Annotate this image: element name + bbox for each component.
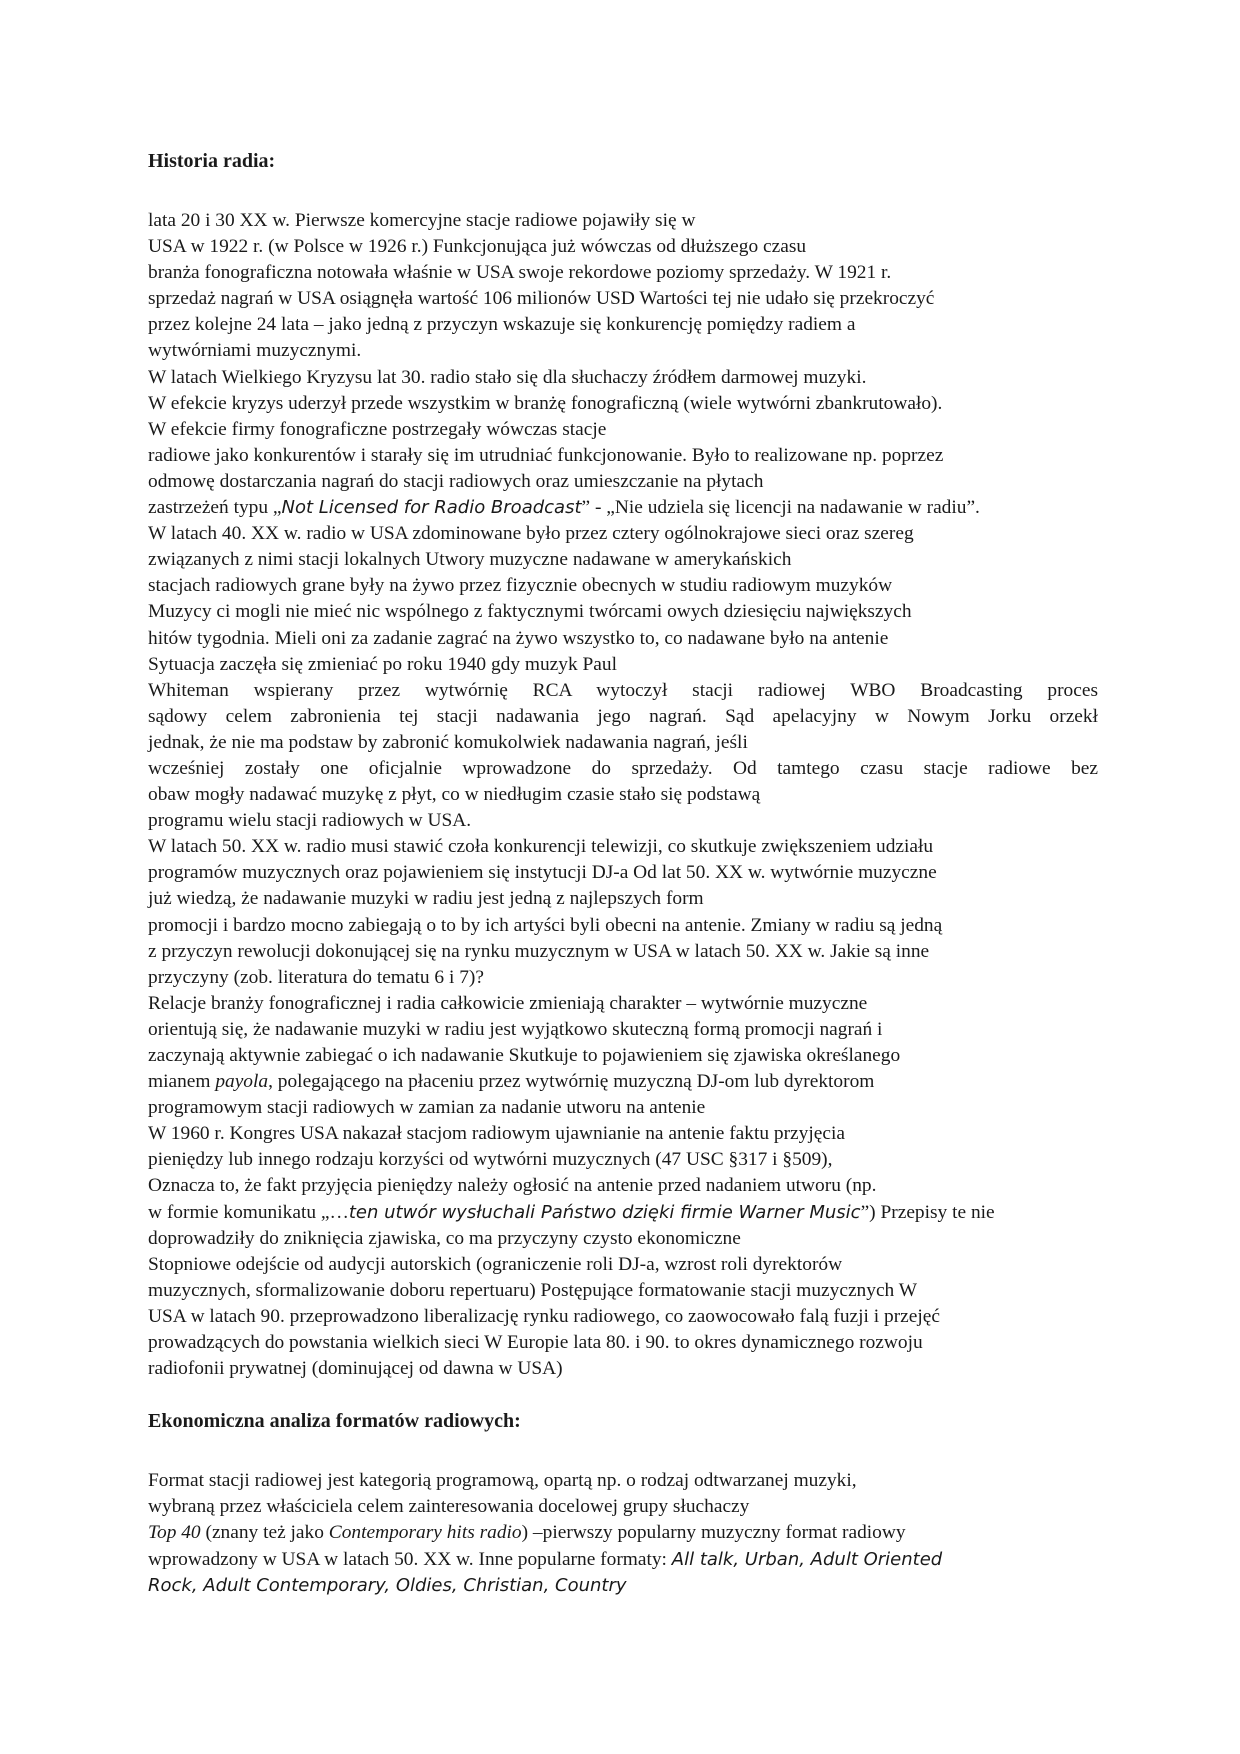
paragraph-line: wybraną przez właściciela celem zainteresowania docelowej grupy słuchaczy <box>148 1496 750 1518</box>
paragraph-line: odmowę dostarczania nagrań do stacji radiowych oraz umieszczanie na płytach <box>148 470 764 492</box>
text-run: ) –pierwszy popularny muzyczny format radiowy <box>521 1522 906 1544</box>
text-run: mianem <box>148 1071 216 1093</box>
paragraph-line: muzycznych, sformalizowanie doboru repertuaru) Postępujące formatowanie stacji muzycznych W <box>148 1279 918 1301</box>
spacer <box>148 1434 1098 1468</box>
paragraph-line: programu wielu stacji radiowych w USA. <box>148 810 472 832</box>
paragraph-line: jednak, że nie ma podstaw by zabronić komukolwiek nadawania nagrań, jeśli <box>148 731 748 753</box>
paragraph-line: lata 20 i 30 XX w. Pierwsze komercyjne stacje radiowe pojawiły się w <box>148 210 696 231</box>
paragraph-line: z przyczyn rewolucji dokonującej się na rynku muzycznym w USA w latach 50. XX w. Jakie są inne <box>148 940 930 962</box>
paragraph-line: W latach 50. XX w. radio musi stawić czoła konkurencji telewizji, co skutkuje zwiększeniem udziału <box>148 836 934 858</box>
paragraph-line: radiofonii prywatnej (dominującej od dawna w USA) <box>148 1358 563 1380</box>
paragraph-line: przez kolejne 24 lata – jako jedną z przyczyn wskazuje się konkurencję pomiędzy radiem a <box>148 314 856 336</box>
text-run: wprowadzony w USA w latach 50. XX w. Inne popularne formaty: <box>148 1548 672 1570</box>
paragraph-line: branża fonograficzna notowała właśnie w USA swoje rekordowe poziomy sprzedaży. W 1921 r. <box>148 262 892 284</box>
text-run: ”) Przepisy te nie <box>860 1201 995 1223</box>
document-body <box>148 148 1098 1599</box>
paragraph-line: USA w 1922 r. (w Polsce w 1926 r.) Funkcjonująca już wówczas od dłuższego czasu <box>148 236 807 258</box>
paragraph-line: W efekcie firmy fonograficzne postrzegały wówczas stacje <box>148 418 607 440</box>
format-name-italic: Top 40 <box>148 1522 201 1544</box>
format-list-italic: All talk, Urban, Adult Oriented <box>671 1548 943 1570</box>
paragraph-line: W 1960 r. Kongres USA nakazał stacjom radiowym ujawnianie na antenie faktu przyjęcia <box>148 1123 845 1145</box>
paragraph-line <box>148 1069 1098 1095</box>
paragraph-line: Muzycy ci mogli nie mieć nic wspólnego z faktycznymi twórcami owych dziesięciu największych <box>148 601 912 623</box>
paragraph-line: radiowe jako konkurentów i starały się im utrudniać funkcjonowanie. Było to realizowane np. poprzez <box>148 444 944 466</box>
italic-quote: Not Licensed for Radio Broadcast <box>281 497 582 519</box>
paragraph-line: W latach Wielkiego Kryzysu lat 30. radio stało się dla słuchaczy źródłem darmowej muzyki. <box>148 366 867 388</box>
paragraph-line: Sytuacja zaczęła się zmieniać po roku 1940 gdy muzyk Paul <box>148 653 617 675</box>
paragraph-line: hitów tygodnia. Mieli oni za zadanie zagrać na żywo wszystko to, co nadawane było na antenie <box>148 627 889 649</box>
text-run: zastrzeżeń typu „ <box>148 497 282 519</box>
section-heading-ekonomiczna-analiza: Ekonomiczna analiza formatów radiowych: <box>148 1410 521 1433</box>
paragraph-line: Oznacza to, że fakt przyjęcia pieniędzy należy ogłosić na antenie przed nadaniem utworu (np. <box>148 1175 877 1197</box>
paragraph-line: sprzedaż nagrań w USA osiągnęła wartość 106 milionów USD Wartości tej nie udało się przekroczyć <box>148 288 935 310</box>
paragraph-line: promocji i bardzo mocno zabiegają o to by ich artyści byli obecni na antenie. Zmiany w radiu są jedną <box>148 914 943 936</box>
section-historia-radia-body <box>148 208 1098 1382</box>
text-run: w formie komunikatu „… <box>148 1201 349 1223</box>
paragraph-line: sądowy celem zabronienia tej stacji nadawania jego nagrań. Sąd apelacyjny w Nowym Jorku orzekł <box>148 705 1098 727</box>
paragraph-line: już wiedzą, że nadawanie muzyki w radiu jest jedną z najlepszych form <box>148 888 704 910</box>
paragraph-line: wcześniej zostały one oficjalnie wprowadzone do sprzedaży. Od tamtego czasu stacje radiowe bez <box>148 757 1098 779</box>
section-heading-historia-radia: Historia radia: <box>148 150 276 172</box>
paragraph-line: Format stacji radiowej jest kategorią programową, opartą np. o rodzaj odtwarzanej muzyki, <box>148 1470 857 1492</box>
format-list-italic: Rock, Adult Contemporary, Oldies, Christian, Country <box>148 1574 627 1596</box>
paragraph-line: związanych z nimi stacji lokalnych Utwory muzyczne nadawane w amerykańskich <box>148 549 792 571</box>
paragraph-line: W latach 40. XX w. radio w USA zdominowane było przez cztery ogólnokrajowe sieci oraz szereg <box>148 523 914 545</box>
format-name-italic: Contemporary hits radio <box>328 1522 522 1544</box>
text-run: (znany też jako <box>200 1522 329 1544</box>
paragraph-line <box>148 1547 1098 1573</box>
paragraph-line: obaw mogły nadawać muzykę z płyt, co w niedługim czasie stało się podstawą <box>148 784 761 806</box>
paragraph-line: Stopniowe odejście od audycji autorskich (ograniczenie roli DJ-a, wzrost roli dyrektorów <box>148 1253 843 1275</box>
paragraph-line: zaczynają aktywnie zabiegać o ich nadawanie Skutkuje to pojawieniem się zjawiska określanego <box>148 1045 901 1066</box>
paragraph-line: wytwórniami muzycznymi. <box>148 340 362 362</box>
paragraph-line: Whiteman wspierany przez wytwórnię RCA wytoczył stacji radiowej WBO Broadcasting proces <box>148 679 1098 701</box>
spacer <box>148 174 1098 208</box>
paragraph-line: W efekcie kryzys uderzył przede wszystkim w branżę fonograficzną (wiele wytwórni zbankrutowało). <box>148 392 943 414</box>
text-run: ” - „Nie udziela się licencji na nadawanie w radiu”. <box>581 497 980 519</box>
italic-quote: payola <box>215 1071 269 1093</box>
italic-quote: ten utwór wysłuchali Państwo dzięki firmie Warner Music <box>348 1201 861 1223</box>
paragraph-line: stacjach radiowych grane były na żywo przez fizycznie obecnych w studiu radiowym muzyków <box>148 575 893 597</box>
paragraph-line: pieniędzy lub innego rodzaju korzyści od wytwórni muzycznych (47 USC §317 i §509), <box>148 1149 833 1171</box>
paragraph-line <box>148 1200 1098 1226</box>
section-ekonomiczna-analiza-body <box>148 1468 1098 1598</box>
paragraph-line: przyczyny (zob. literatura do tematu 6 i 7)? <box>148 966 484 988</box>
spacer <box>148 1382 1098 1408</box>
paragraph-line <box>148 1520 1098 1546</box>
paragraph-line <box>148 495 1098 521</box>
paragraph-line: Relacje branży fonograficznej i radia całkowicie zmieniają charakter – wytwórnie muzyczne <box>148 992 868 1014</box>
paragraph-line: programów muzycznych oraz pojawieniem się instytucji DJ-a Od lat 50. XX w. wytwórnie muzyczne <box>148 862 937 884</box>
paragraph-line: USA w latach 90. przeprowadzono liberalizację rynku radiowego, co zaowocowało falą fuzji i przejęć <box>148 1305 940 1327</box>
paragraph-line: prowadzących do powstania wielkich sieci W Europie lata 80. i 90. to okres dynamicznego rozwoju <box>148 1332 923 1354</box>
paragraph-line: orientują się, że nadawanie muzyki w radiu jest wyjątkowo skuteczną formą promocji nagrań i <box>148 1018 883 1040</box>
text-run: , polegającego na płaceniu przez wytwórnię muzyczną DJ-om lub dyrektorom <box>268 1071 875 1093</box>
paragraph-line: doprowadziły do zniknięcia zjawiska, co ma przyczyny czysto ekonomiczne <box>148 1227 741 1249</box>
paragraph-line <box>148 1573 1098 1599</box>
paragraph-line: programowym stacji radiowych w zamian za nadanie utworu na antenie <box>148 1097 706 1119</box>
